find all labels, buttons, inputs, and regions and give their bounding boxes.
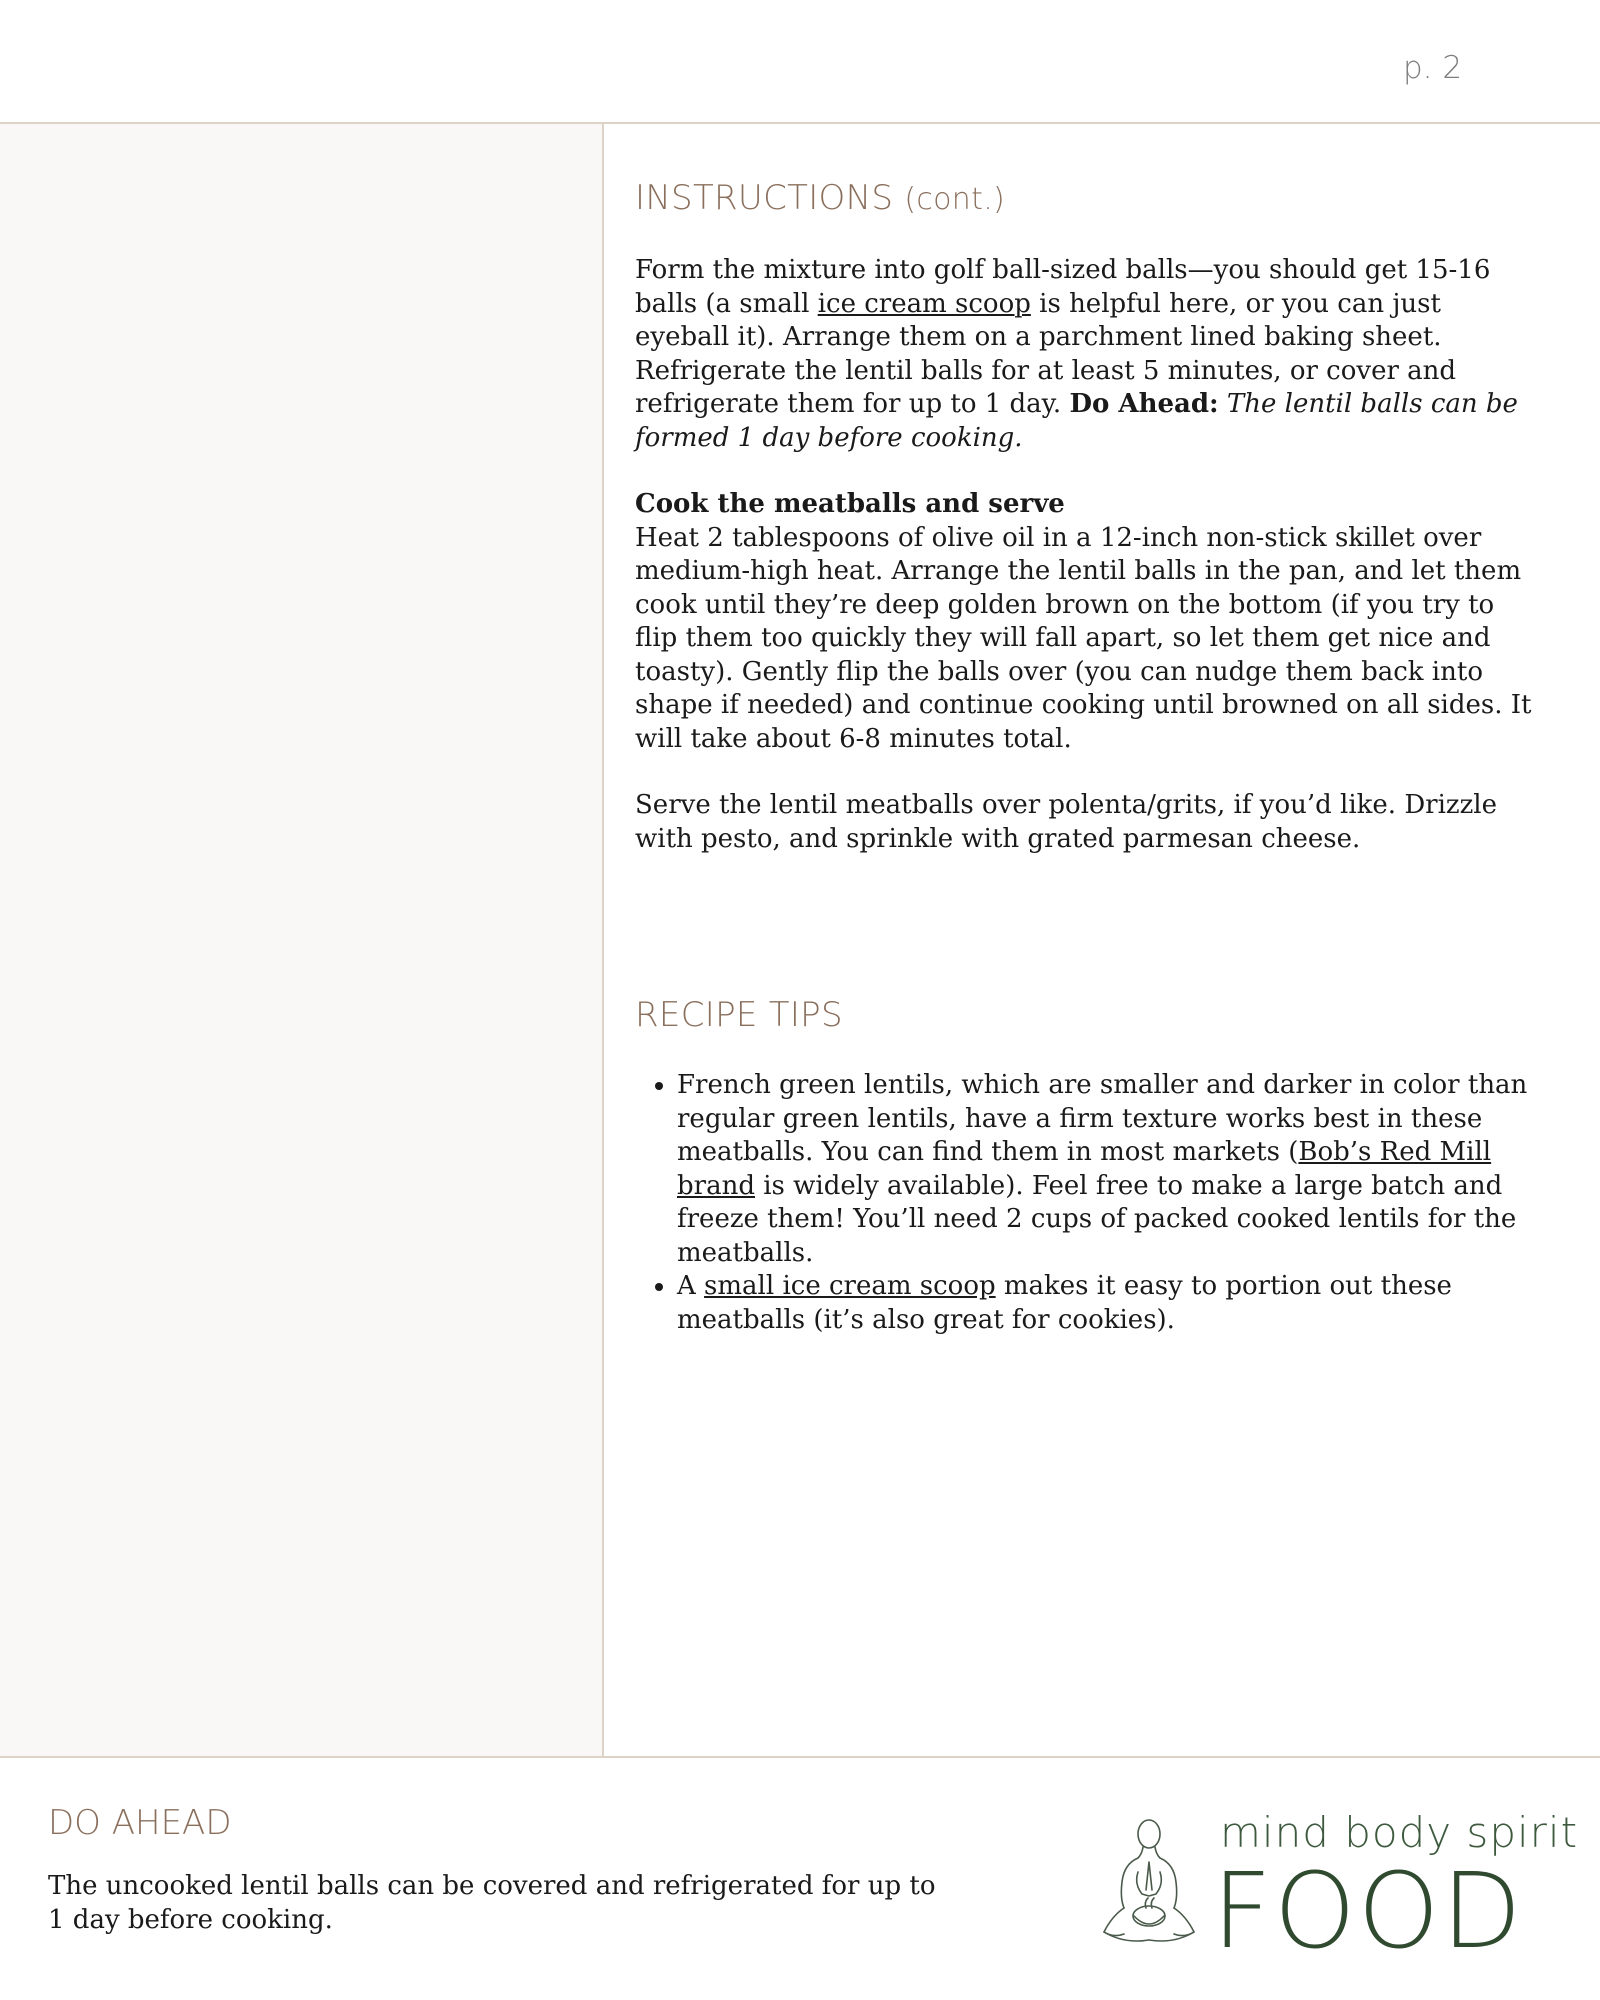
do-ahead-label: Do Ahead: [1069,389,1219,419]
form-text-1: Form the mixture into golf ball-sized balls—you should get 15-16 balls (a small [635,255,1491,319]
cook-subheading: Cook the meatballs and serve [635,489,1065,519]
list-item [677,1270,1540,1337]
meditating-figure-icon [1094,1812,1204,1962]
brand-logo [1090,1800,1579,1972]
logo-wordmark: FOOD [1212,1850,1524,1972]
bobs-red-mill-link[interactable]: Bob’s Red Mill brand [677,1137,1492,1201]
do-ahead-text: The uncooked lentil balls can be covered and refrigerated for up to 1 day before cooking. [48,1871,936,1935]
column-divider [602,124,604,1756]
small-ice-cream-scoop-link[interactable]: small ice cream scoop [704,1271,996,1301]
instructions-heading-suffix: (cont.) [904,182,1006,217]
ice-cream-scoop-link[interactable]: ice cream scoop [817,288,1031,319]
do-ahead-heading: DO AHEAD [48,1803,232,1843]
page-number: p. 2 [1403,50,1463,86]
instructions-paragraph-form [635,254,1540,455]
do-ahead-note: The lentil balls can be formed 1 day before cooking. [635,389,1518,453]
tip1-text-1: French green lentils, which are smaller and darker in color than regular green lentils, have a firm texture works best in these meatballs. You can find them in most markets ( [677,1070,1528,1167]
instructions-heading-title: INSTRUCTIONS [635,178,894,218]
sidebar-panel [0,124,602,1756]
cook-paragraph: Heat 2 tablespoons of olive oil in a 12-inch non-stick skillet over medium-high heat. Arrange the lentil balls in the pan, and let them cook until they’re deep golden brown on the bottom (if you try to flip them too quickly they will fall apart, so let them get nice and toasty). Gently flip the balls over (you can nudge them back into shape if needed) and continue cooking until browned on all sides. It will take about 6-8 minutes total. [635,522,1532,754]
main-content [635,172,1540,1337]
footer-divider [0,1756,1600,1758]
serve-paragraph: Serve the lentil meatballs over polenta/grits, if you’d like. Drizzle with pesto, and sprinkle with grated parmesan cheese. [635,790,1498,854]
list-item [677,1069,1540,1270]
tip2-text-1: A [677,1271,705,1301]
recipe-tips-list [635,1069,1540,1337]
instructions-heading [635,172,1540,226]
logo-tagline: mind body spirit [1220,1808,1579,1857]
recipe-tips-heading: RECIPE TIPS [635,995,843,1035]
form-text-2: is helpful here, or you can just eyeball it). Arrange them on a parchment lined baking sheet. Refrigerate the lentil balls for at least 5 minutes, or cover and refrigerate them for up to 1 day. [635,288,1457,419]
tip1-text-2: is widely available). Feel free to make a large batch and freeze them! You’ll need 2 cups of packed cooked lentils for the meatballs. [677,1170,1517,1268]
tip2-text-2: makes it easy to portion out these meatballs (it’s also great for cookies). [677,1271,1452,1335]
